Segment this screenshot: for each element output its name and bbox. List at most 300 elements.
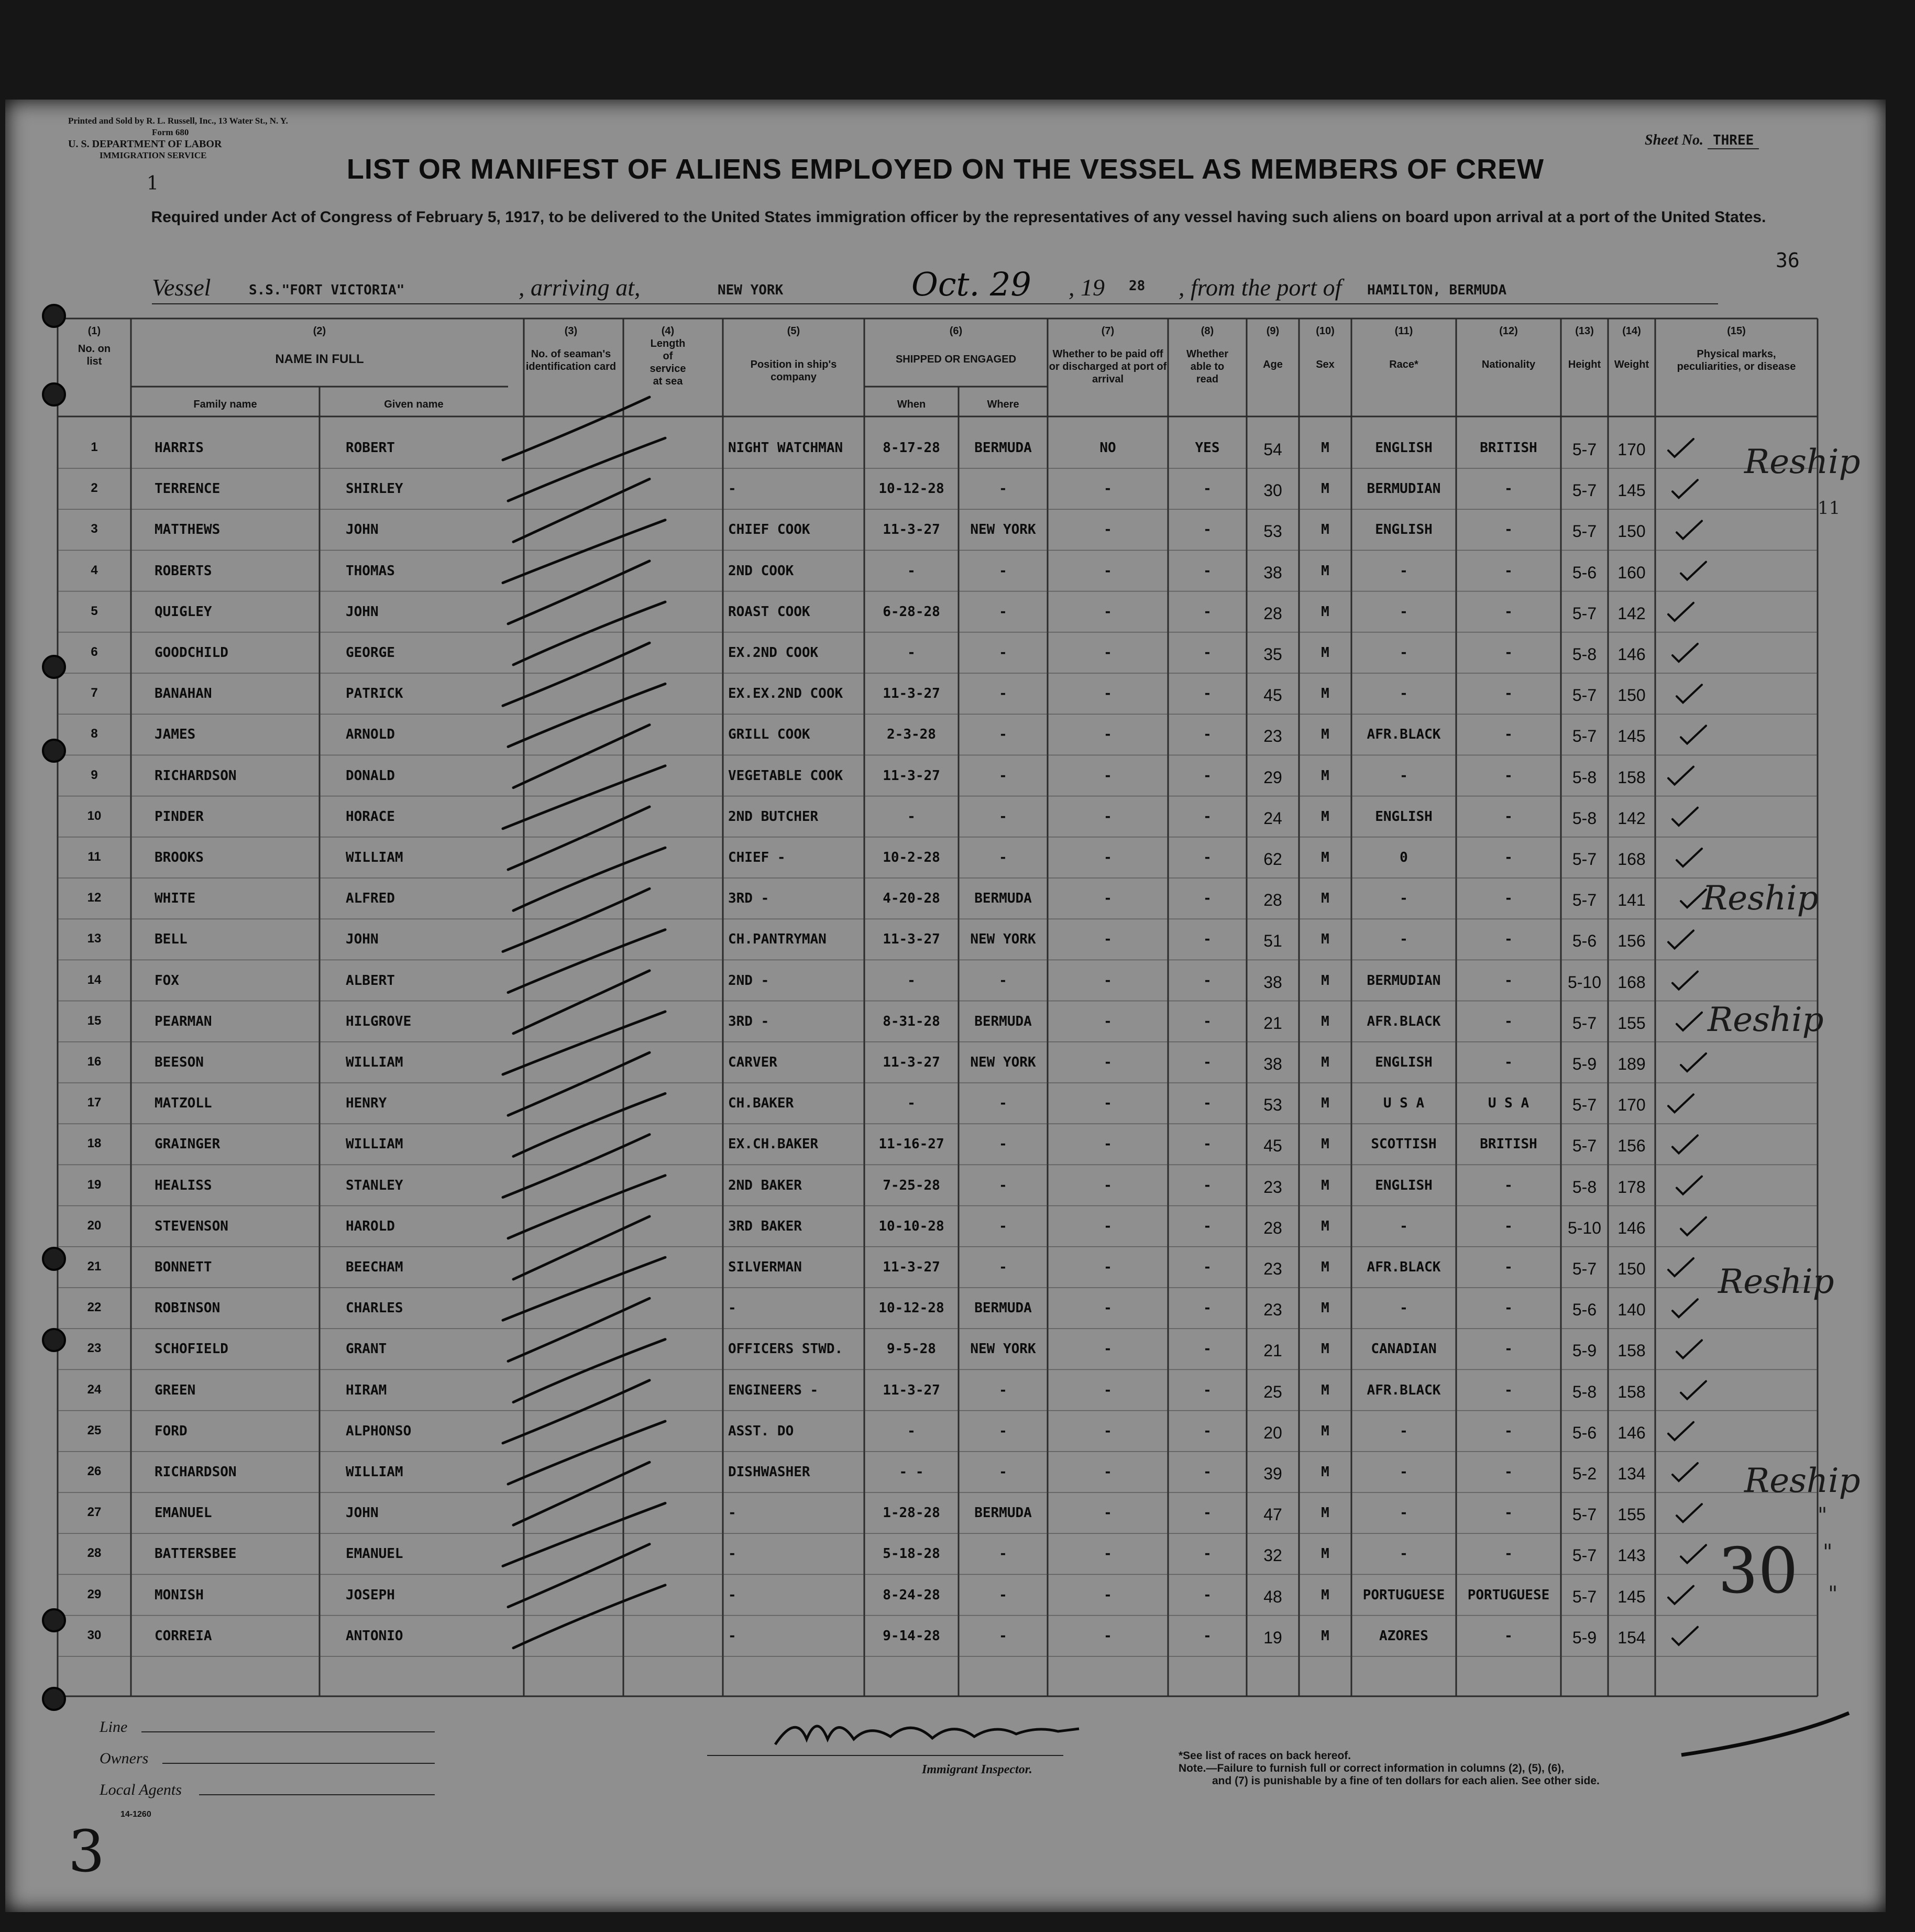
cell-age: 38 (1263, 563, 1282, 582)
slash-mark (508, 807, 650, 870)
slash-mark (503, 397, 650, 460)
cell-weight: 140 (1617, 1300, 1646, 1320)
cell-age: 30 (1263, 481, 1282, 500)
annotation-ditto: 11 (1818, 498, 1841, 519)
header-col12-label: Nationality (1481, 359, 1536, 370)
cell-where: BERMUDA (974, 1300, 1032, 1316)
cell-when: 11-3-27 (883, 1055, 940, 1070)
header-col13 (1561, 325, 1608, 371)
cell-given: HORACE (346, 808, 395, 825)
cell-family: QUIGLEY (155, 603, 212, 620)
header-col1-label: No. on list (78, 343, 111, 367)
cell-weight: 156 (1617, 931, 1646, 951)
slash-mark (503, 1380, 650, 1443)
binder-hole (42, 382, 66, 407)
sheet-value: THREE (1708, 133, 1759, 149)
cell-given: SHIRLEY (346, 481, 403, 497)
annotation-reship: Reship (1744, 443, 1861, 481)
cell-given: STANLEY (346, 1177, 403, 1193)
cell-height: 5-8 (1572, 808, 1597, 828)
cell-no: 5 (91, 603, 98, 618)
cell-nat: - (1504, 686, 1513, 702)
cell-family: PEARMAN (155, 1013, 212, 1029)
cell-where: - (999, 481, 1007, 497)
header-col7-label: Whether to be paid off or discharged at port of arrival (1049, 348, 1167, 385)
inspector-signature (765, 1708, 1089, 1755)
cell-sex: M (1321, 1546, 1329, 1562)
cell-given: ALFRED (346, 891, 395, 907)
cell-when: 8-31-28 (883, 1013, 940, 1029)
cell-height: 5-7 (1572, 481, 1597, 500)
cell-nat: - (1504, 645, 1513, 661)
cell-nat: - (1504, 1423, 1513, 1439)
service: IMMIGRATION SERVICE (100, 150, 207, 160)
cell-where: - (999, 686, 1007, 702)
cell-read: - (1203, 850, 1212, 865)
header-col4-label: Length of service at sea (650, 338, 686, 387)
cell-weight: 150 (1617, 1259, 1646, 1278)
sheet-label: Sheet No. (1645, 132, 1703, 148)
corner-mark: 3 (68, 1818, 105, 1885)
cell-family: TERRENCE (155, 481, 221, 497)
cell-position: NIGHT WATCHMAN (728, 440, 843, 456)
cell-weight: 141 (1617, 891, 1646, 910)
cell-sex: M (1321, 1628, 1329, 1644)
cell-weight: 145 (1617, 727, 1646, 746)
header-col5-label: Position in ship's company (750, 359, 837, 383)
cell-weight: 150 (1617, 686, 1646, 705)
cell-race: - (1400, 645, 1408, 661)
cell-read: - (1203, 645, 1212, 661)
cell-read: - (1203, 972, 1212, 989)
cell-age: 23 (1263, 1300, 1282, 1320)
cell-sex: M (1321, 1505, 1329, 1521)
cell-given: EMANUEL (346, 1546, 403, 1562)
cell-height: 5-6 (1572, 1423, 1597, 1442)
cell-where: - (999, 1464, 1007, 1480)
cell-position: 3RD - (728, 1013, 769, 1029)
cell-when: 9-5-28 (887, 1341, 936, 1357)
annotation-ditto: " (1828, 1582, 1838, 1606)
cell-height: 5-7 (1572, 1013, 1597, 1033)
cell-no: 16 (87, 1055, 102, 1069)
cell-read: - (1203, 767, 1212, 784)
cell-given: WILLIAM (346, 1136, 403, 1152)
cell-height: 5-6 (1572, 563, 1597, 582)
cell-nat: - (1504, 1259, 1513, 1275)
cell-height: 5-9 (1572, 1628, 1597, 1647)
cell-age: 53 (1263, 1095, 1282, 1115)
cell-race: PORTUGUESE (1362, 1587, 1445, 1603)
cell-sex: M (1321, 808, 1329, 825)
cell-age: 51 (1263, 931, 1282, 951)
cell-weight: 145 (1617, 481, 1646, 500)
cell-paid: - (1104, 1177, 1112, 1193)
cell-family: MATTHEWS (155, 522, 221, 538)
cell-family: MATZOLL (155, 1095, 212, 1112)
cell-race: AZORES (1379, 1628, 1428, 1644)
cell-where: - (999, 1546, 1007, 1562)
footer-note-line: *See list of races on back hereof. (1179, 1750, 1351, 1762)
printer-line: Printed and Sold by R. L. Russell, Inc., 13 Water St., N. Y. (68, 116, 288, 126)
cell-when: - (907, 1423, 916, 1439)
cell-sex: M (1321, 603, 1329, 620)
cell-no: 10 (87, 808, 102, 823)
header-col14-num: (14) (1622, 325, 1641, 337)
cell-sex: M (1321, 891, 1329, 907)
cell-weight: 170 (1617, 1095, 1646, 1115)
cell-paid: - (1104, 1505, 1112, 1521)
cell-position: SILVERMAN (728, 1259, 802, 1275)
cell-paid: - (1104, 1628, 1112, 1644)
cell-paid: - (1104, 1300, 1112, 1316)
cell-paid: - (1104, 1136, 1112, 1152)
cell-read: - (1203, 1013, 1212, 1029)
cell-nat: - (1504, 1300, 1513, 1316)
cell-height: 5-7 (1572, 850, 1597, 869)
header-col6-label: SHIPPED OR ENGAGED (895, 354, 1017, 365)
cell-family: BANAHAN (155, 686, 212, 702)
cell-height: 5-10 (1567, 972, 1602, 992)
cell-height: 5-7 (1572, 1136, 1597, 1156)
cell-height: 5-9 (1572, 1341, 1597, 1360)
header-given: Given name (384, 399, 444, 410)
cell-family: CORREIA (155, 1628, 212, 1644)
cell-age: 28 (1263, 1218, 1282, 1237)
cell-position: - (728, 1505, 736, 1521)
footer-agents-label: Local Agents (100, 1781, 182, 1798)
cell-nat: BRITISH (1480, 1136, 1537, 1152)
cell-given: ALPHONSO (346, 1423, 412, 1439)
footer-line-rule (141, 1731, 435, 1732)
header-col2-num: (2) (313, 325, 326, 337)
from-label: , from the port of (1179, 274, 1342, 301)
cell-weight: 145 (1617, 1587, 1646, 1606)
cell-family: GREEN (155, 1382, 196, 1398)
cell-sex: M (1321, 767, 1329, 784)
header-col9-label: Age (1263, 359, 1283, 370)
cell-position: CH.BAKER (728, 1095, 794, 1112)
cell-family: WHITE (155, 891, 196, 907)
cell-where: - (999, 727, 1007, 743)
cell-read: - (1203, 563, 1212, 579)
header-col15 (1655, 325, 1818, 373)
cell-race: - (1400, 931, 1408, 948)
cell-race: - (1400, 686, 1408, 702)
cell-where: - (999, 1177, 1007, 1193)
cell-position: 3RD BAKER (728, 1218, 802, 1234)
cell-when: 8-24-28 (883, 1587, 940, 1603)
binder-hole (42, 655, 66, 679)
cell-where: - (999, 850, 1007, 865)
cell-paid: - (1104, 727, 1112, 743)
cell-family: HEALISS (155, 1177, 212, 1193)
cell-race: - (1400, 1464, 1408, 1480)
cell-family: STEVENSON (155, 1218, 228, 1234)
cell-where: NEW YORK (970, 1341, 1036, 1357)
cell-sex: M (1321, 1341, 1329, 1357)
cell-read: - (1203, 686, 1212, 702)
cell-when: 10-10-28 (878, 1218, 944, 1234)
cell-when: 11-3-27 (883, 1259, 940, 1275)
cell-family: FOX (155, 972, 179, 989)
cell-given: WILLIAM (346, 1055, 403, 1070)
cell-when: - (907, 563, 916, 579)
cell-weight: 168 (1617, 972, 1646, 992)
cell-nat: PORTUGUESE (1467, 1587, 1550, 1603)
annotation-ditto: " (1823, 1540, 1833, 1564)
cell-read: - (1203, 1259, 1212, 1275)
footer-note-line: and (7) is punishable by a fine of ten dollars for each alien. See other side. (1212, 1775, 1600, 1787)
cell-given: ALBERT (346, 972, 395, 989)
cell-weight: 146 (1617, 1218, 1646, 1237)
cell-no: 18 (87, 1136, 102, 1151)
cell-given: HAROLD (346, 1218, 395, 1234)
cell-read: - (1203, 1177, 1212, 1193)
cell-no: 21 (87, 1259, 102, 1274)
cell-age: 25 (1263, 1382, 1282, 1401)
cell-age: 48 (1263, 1587, 1282, 1606)
cell-read: - (1203, 522, 1212, 538)
cell-race: ENGLISH (1375, 808, 1433, 825)
cell-position: CHIEF - (728, 850, 786, 865)
cell-where: NEW YORK (970, 931, 1036, 948)
cell-where: NEW YORK (970, 1055, 1036, 1070)
cell-height: 5-7 (1572, 522, 1597, 541)
cell-when: 2-3-28 (887, 727, 936, 743)
binder-hole (42, 1687, 66, 1711)
cell-sex: M (1321, 1095, 1329, 1112)
header-col13-label: Height (1568, 359, 1601, 370)
footer-owners-rule (162, 1763, 435, 1764)
annotation-total: 30 (1718, 1535, 1798, 1608)
cell-where: - (999, 563, 1007, 579)
cell-paid: - (1104, 1259, 1112, 1275)
cell-when: 6-28-28 (883, 603, 940, 620)
cell-sex: M (1321, 1423, 1329, 1439)
cell-family: PINDER (155, 808, 204, 825)
cell-age: 21 (1263, 1013, 1282, 1033)
binder-hole (42, 1328, 66, 1352)
cell-sex: M (1321, 1464, 1329, 1480)
header-col14-label: Weight (1614, 359, 1649, 370)
cell-nat: - (1504, 1628, 1513, 1644)
cell-no: 19 (87, 1177, 102, 1192)
cell-sex: M (1321, 563, 1329, 579)
cell-family: BATTERSBEE (155, 1546, 237, 1562)
cell-read: - (1203, 1423, 1212, 1439)
vessel-name: S.S."FORT VICTORIA" (249, 282, 405, 298)
cell-when: 11-16-27 (878, 1136, 944, 1152)
cell-given: CHARLES (346, 1300, 403, 1316)
cell-when: 11-3-27 (883, 1382, 940, 1398)
cell-position: VEGETABLE COOK (728, 767, 843, 784)
cell-position: EX.EX.2ND COOK (728, 686, 843, 702)
arriving-port: NEW YORK (718, 282, 784, 298)
cell-position: GRILL COOK (728, 727, 810, 743)
cell-race: U S A (1383, 1095, 1425, 1112)
cell-family: EMANUEL (155, 1505, 212, 1521)
cell-height: 5-2 (1572, 1464, 1597, 1483)
cell-race: AFR.BLACK (1367, 1013, 1441, 1029)
cell-nat: - (1504, 1546, 1513, 1562)
cell-no: 14 (87, 972, 102, 987)
cell-position: - (728, 1546, 736, 1562)
footer-owners-label: Owners (100, 1750, 149, 1767)
cell-family: RICHARDSON (155, 1464, 237, 1480)
cell-read: - (1203, 1300, 1212, 1316)
cell-sex: M (1321, 931, 1329, 948)
cell-no: 26 (87, 1464, 102, 1478)
cell-position: CARVER (728, 1055, 777, 1070)
slash-mark (503, 1503, 665, 1566)
cell-sex: M (1321, 686, 1329, 702)
header-col1-num: (1) (87, 325, 101, 337)
arriving-label: , arriving at, (519, 274, 641, 301)
header-col8 (1168, 325, 1247, 386)
cell-given: JOHN (346, 931, 379, 948)
cell-when: 1-28-28 (883, 1505, 940, 1521)
cell-sex: M (1321, 522, 1329, 538)
cell-position: EX.CH.BAKER (728, 1136, 819, 1152)
cell-weight: 146 (1617, 1423, 1646, 1442)
cell-read: - (1203, 891, 1212, 907)
cell-race: BERMUDIAN (1367, 481, 1441, 497)
cell-no: 15 (87, 1013, 102, 1028)
cell-age: 53 (1263, 522, 1282, 541)
cell-given: HILGROVE (346, 1013, 412, 1029)
cell-given: HIRAM (346, 1382, 387, 1398)
cell-race: SCOTTISH (1371, 1136, 1437, 1152)
cell-read: - (1203, 1382, 1212, 1398)
cell-sex: M (1321, 1382, 1329, 1398)
cell-paid: - (1104, 645, 1112, 661)
inspector-rule (707, 1755, 1063, 1756)
cell-where: - (999, 1136, 1007, 1152)
cell-race: - (1400, 1505, 1408, 1521)
slash-mark (503, 1012, 665, 1074)
cell-nat: - (1504, 1382, 1513, 1398)
cell-height: 5-7 (1572, 727, 1597, 746)
cell-height: 5-8 (1572, 1177, 1597, 1196)
cell-when: 10-2-28 (883, 850, 940, 865)
cell-given: JOHN (346, 603, 379, 620)
cell-age: 29 (1263, 767, 1282, 787)
header-col5 (723, 325, 864, 383)
cell-race: - (1400, 1423, 1408, 1439)
cell-position: OFFICERS STWD. (728, 1341, 843, 1357)
cell-age: 35 (1263, 645, 1282, 664)
cell-where: - (999, 1259, 1007, 1275)
footer-form-number: 14-1260 (120, 1810, 151, 1819)
cell-sex: M (1321, 850, 1329, 865)
cell-no: 1 (91, 440, 98, 454)
cell-paid: - (1104, 1587, 1112, 1603)
form-number: Form 680 (152, 127, 189, 137)
year: 28 (1129, 278, 1146, 294)
cell-read: YES (1195, 440, 1220, 456)
cell-age: 23 (1263, 1259, 1282, 1278)
cell-height: 5-7 (1572, 891, 1597, 910)
cell-where: - (999, 767, 1007, 784)
footer-line-label: Line (100, 1718, 128, 1736)
cell-read: - (1203, 1218, 1212, 1234)
cell-sex: M (1321, 1177, 1329, 1193)
cell-age: 21 (1263, 1341, 1282, 1360)
cell-height: 5-9 (1572, 1055, 1597, 1073)
cell-weight: 160 (1617, 563, 1646, 582)
cell-sex: M (1321, 1218, 1329, 1234)
manifest-sheet (5, 100, 1886, 1912)
header-col15-num: (15) (1727, 325, 1746, 337)
header-col4 (623, 325, 712, 388)
cell-position: - (728, 1300, 736, 1316)
cell-paid: - (1104, 1464, 1112, 1480)
cell-where: BERMUDA (974, 891, 1032, 907)
cell-nat: - (1504, 481, 1513, 497)
header-col6 (864, 325, 1048, 366)
cell-nat: - (1504, 1218, 1513, 1234)
cell-family: BONNETT (155, 1259, 212, 1275)
cell-family: GOODCHILD (155, 645, 228, 661)
cell-age: 45 (1263, 686, 1282, 705)
cell-no: 3 (91, 522, 98, 536)
slash-mark (503, 766, 665, 829)
cell-no: 12 (87, 891, 102, 905)
header-col10-label: Sex (1316, 359, 1335, 370)
cell-weight: 142 (1617, 603, 1646, 623)
cell-nat: - (1504, 603, 1513, 620)
cell-read: - (1203, 727, 1212, 743)
cell-paid: - (1104, 522, 1112, 538)
slash-mark (503, 1135, 650, 1198)
cell-nat: BRITISH (1480, 440, 1537, 456)
cell-no: 24 (87, 1382, 102, 1397)
cell-age: 38 (1263, 1055, 1282, 1073)
cell-sex: M (1321, 481, 1329, 497)
cell-family: ROBERTS (155, 563, 212, 579)
cell-race: BERMUDIAN (1367, 972, 1441, 989)
cell-paid: - (1104, 1382, 1112, 1398)
header-col3 (524, 325, 618, 373)
cell-no: 4 (91, 563, 98, 577)
cell-given: ROBERT (346, 440, 395, 456)
cell-weight: 178 (1617, 1177, 1646, 1196)
cell-sex: M (1321, 1136, 1329, 1152)
cell-sex: M (1321, 1259, 1329, 1275)
cell-height: 5-7 (1572, 1095, 1597, 1115)
cell-age: 39 (1263, 1464, 1282, 1483)
cell-given: PATRICK (346, 686, 403, 702)
cell-nat: - (1504, 563, 1513, 579)
cell-position: 2ND - (728, 972, 769, 989)
cell-where: - (999, 1095, 1007, 1112)
cell-nat: - (1504, 808, 1513, 825)
cell-sex: M (1321, 1013, 1329, 1029)
annotation-reship: Reship (1702, 879, 1819, 918)
cell-paid: - (1104, 1095, 1112, 1112)
cell-where: NEW YORK (970, 522, 1036, 538)
cell-weight: 134 (1617, 1464, 1646, 1483)
cell-paid: - (1104, 1055, 1112, 1070)
footer-agents-rule (199, 1794, 435, 1795)
cell-race: AFR.BLACK (1367, 727, 1441, 743)
cell-family: FORD (155, 1423, 188, 1439)
cell-race: - (1400, 603, 1408, 620)
cell-position: EX.2ND COOK (728, 645, 819, 661)
slash-mark (503, 643, 650, 706)
cell-paid: - (1104, 767, 1112, 784)
